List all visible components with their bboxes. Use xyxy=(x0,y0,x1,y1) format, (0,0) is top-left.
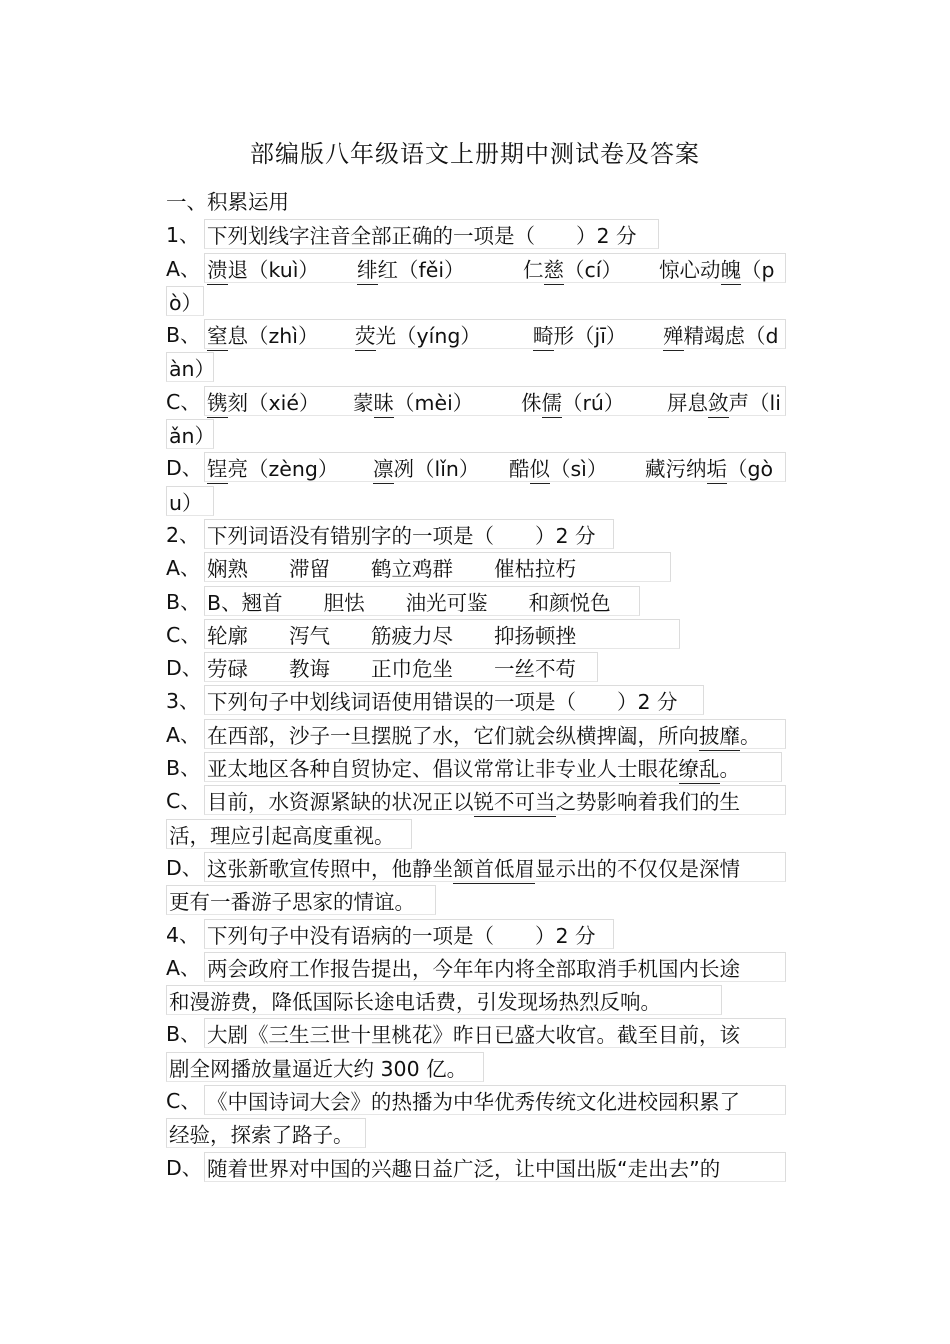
underlined-char: 敛 xyxy=(708,390,729,415)
q4-option-b-cont xyxy=(166,1052,786,1085)
underlined-char: 锃 xyxy=(207,457,228,482)
underlined-char: 凛 xyxy=(373,457,394,482)
option-label: B、 xyxy=(166,1022,201,1047)
q4-option-a-cont xyxy=(166,985,786,1018)
document-body xyxy=(166,186,786,1185)
option-text-cont: 更有一番游子思家的情谊。 xyxy=(166,885,436,915)
q1-option-c-cont xyxy=(166,419,786,452)
option-label: C、 xyxy=(166,789,201,814)
q3-option-c-cont xyxy=(166,819,786,852)
underlined-phrase: 披靡 xyxy=(699,723,740,748)
question-1-stem xyxy=(166,219,786,252)
option-text-cont: 和漫游费，降低国际长途电话费，引发现场热烈反响。 xyxy=(166,985,722,1015)
option-text: 溃退（kuì） 绯红（fěi） 仁慈（cí） 惊心动魄（p xyxy=(204,253,786,283)
option-text-cont: ò） xyxy=(166,286,204,316)
underlined-char: 窒 xyxy=(207,324,228,349)
underlined-char: 昧 xyxy=(373,390,394,415)
option-label: B、 xyxy=(166,589,201,614)
underlined-char: 慈 xyxy=(543,257,564,282)
q2-option-c xyxy=(166,619,786,652)
underlined-char: 魄 xyxy=(720,257,741,282)
underlined-char: 荧 xyxy=(355,324,376,349)
question-number: 4、 xyxy=(166,922,200,947)
option-text: 窒息（zhì） 荧光（yíng） 畸形（jī） 殚精竭虑（d xyxy=(204,319,786,349)
underlined-phrase: 缭乱 xyxy=(678,757,720,782)
option-text-cont: ǎn） xyxy=(166,419,214,449)
underlined-char: 似 xyxy=(529,457,550,482)
option-text: 大剧《三生三世十里桃花》昨日已盛大收官。截至目前，该 xyxy=(204,1018,786,1048)
question-4-stem xyxy=(166,919,786,952)
q4-option-b xyxy=(166,1018,786,1051)
q3-option-d xyxy=(166,852,786,885)
q1-option-c xyxy=(166,386,786,419)
q1-option-d-cont xyxy=(166,486,786,519)
option-label: B、 xyxy=(166,756,201,781)
option-text: 这张新歌宣传照中，他静坐颔首低眉显示出的不仅仅是深情 xyxy=(204,852,786,882)
option-text-cont: 活，理应引起高度重视。 xyxy=(166,819,412,849)
question-3-stem xyxy=(166,685,786,718)
q3-option-b xyxy=(166,752,786,785)
option-label: D、 xyxy=(166,1155,203,1180)
q1-option-a-cont xyxy=(166,286,786,319)
q4-option-c-cont xyxy=(166,1118,786,1151)
option-text: 轮廓 泻气 筋疲力尽 抑扬顿挫 xyxy=(204,619,680,649)
option-text: 在西部，沙子一旦摆脱了水，它们就会纵横捭阖，所向披靡。 xyxy=(204,719,786,749)
q3-option-a xyxy=(166,719,786,752)
option-text-cont: u） xyxy=(166,486,214,516)
q3-option-c xyxy=(166,785,786,818)
option-text: B、翘首 胆怯 油光可鉴 和颜悦色 xyxy=(204,586,640,616)
option-text-cont: 剧全网播放量逼近大约 300 亿。 xyxy=(166,1052,484,1082)
option-text-cont: 经验，探索了路子。 xyxy=(166,1118,366,1148)
option-text: 亚太地区各种自贸协定、倡议常常让非专业人士眼花缭乱。 xyxy=(204,752,782,782)
option-label: B、 xyxy=(166,323,201,348)
option-label: A、 xyxy=(166,955,201,980)
underlined-char: 儒 xyxy=(541,390,562,415)
option-text: 锃亮（zèng） 凛冽（lǐn） 酷似（sì） 藏污纳垢（gò xyxy=(204,452,786,482)
option-label: A、 xyxy=(166,256,201,281)
q2-option-b xyxy=(166,586,786,619)
q1-option-b xyxy=(166,319,786,352)
option-text: 随着世界对中国的兴趣日益广泛，让中国出版“走出去”的 xyxy=(204,1152,786,1182)
section-heading xyxy=(166,186,786,219)
option-label: C、 xyxy=(166,1089,201,1114)
option-text: 镌刻（xié） 蒙昧（mèi） 侏儒（rú） 屏息敛声（li xyxy=(204,386,786,416)
option-label: C、 xyxy=(166,622,201,647)
underlined-char: 畸 xyxy=(533,324,554,349)
option-text-cont: àn） xyxy=(166,352,214,382)
document-title: 部编版八年级语文上册期中测试卷及答案 xyxy=(250,140,700,168)
q3-option-d-cont xyxy=(166,885,786,918)
option-label: D、 xyxy=(166,656,203,681)
option-text: 目前，水资源紧缺的状况正以锐不可当之势影响着我们的生 xyxy=(204,785,786,815)
underlined-char: 绯 xyxy=(357,257,378,282)
option-text: 劳碌 教诲 正巾危坐 一丝不苟 xyxy=(204,652,598,682)
option-label: D、 xyxy=(166,456,203,481)
underlined-phrase: 颔首低眉 xyxy=(453,856,535,881)
q4-option-c xyxy=(166,1085,786,1118)
option-text: 娴熟 滞留 鹤立鸡群 催枯拉朽 xyxy=(204,552,671,582)
option-text: 《中国诗词大会》的热播为中华优秀传统文化进校园积累了 xyxy=(204,1085,786,1115)
option-label: A、 xyxy=(166,722,201,747)
q2-option-d xyxy=(166,652,786,685)
question-number: 1、 xyxy=(166,223,200,248)
question-number: 2、 xyxy=(166,522,200,547)
question-text: 下列句子中划线词语使用错误的一项是（ ）2 分 xyxy=(204,685,704,715)
question-text: 下列词语没有错别字的一项是（ ）2 分 xyxy=(204,519,614,549)
section-label: 一、积累运用 xyxy=(166,190,289,214)
underlined-char: 殚 xyxy=(663,324,684,349)
option-label: A、 xyxy=(166,556,201,581)
q4-option-a xyxy=(166,952,786,985)
underlined-char: 垢 xyxy=(706,457,727,482)
q1-option-b-cont xyxy=(166,352,786,385)
q2-option-a xyxy=(166,552,786,585)
q4-option-d xyxy=(166,1152,786,1185)
q1-option-a xyxy=(166,253,786,286)
underlined-char: 溃 xyxy=(207,257,228,282)
question-text: 下列句子中没有语病的一项是（ ）2 分 xyxy=(204,919,614,949)
underlined-phrase: 锐不可当 xyxy=(473,790,556,815)
underlined-char: 镌 xyxy=(207,390,228,415)
q1-option-d xyxy=(166,452,786,485)
question-number: 3、 xyxy=(166,689,200,714)
option-label: D、 xyxy=(166,855,203,880)
question-2-stem xyxy=(166,519,786,552)
question-text: 下列划线字注音全部正确的一项是（ ）2 分 xyxy=(204,219,659,249)
option-text: 两会政府工作报告提出，今年年内将全部取消手机国内长途 xyxy=(204,952,786,982)
option-label: C、 xyxy=(166,389,201,414)
